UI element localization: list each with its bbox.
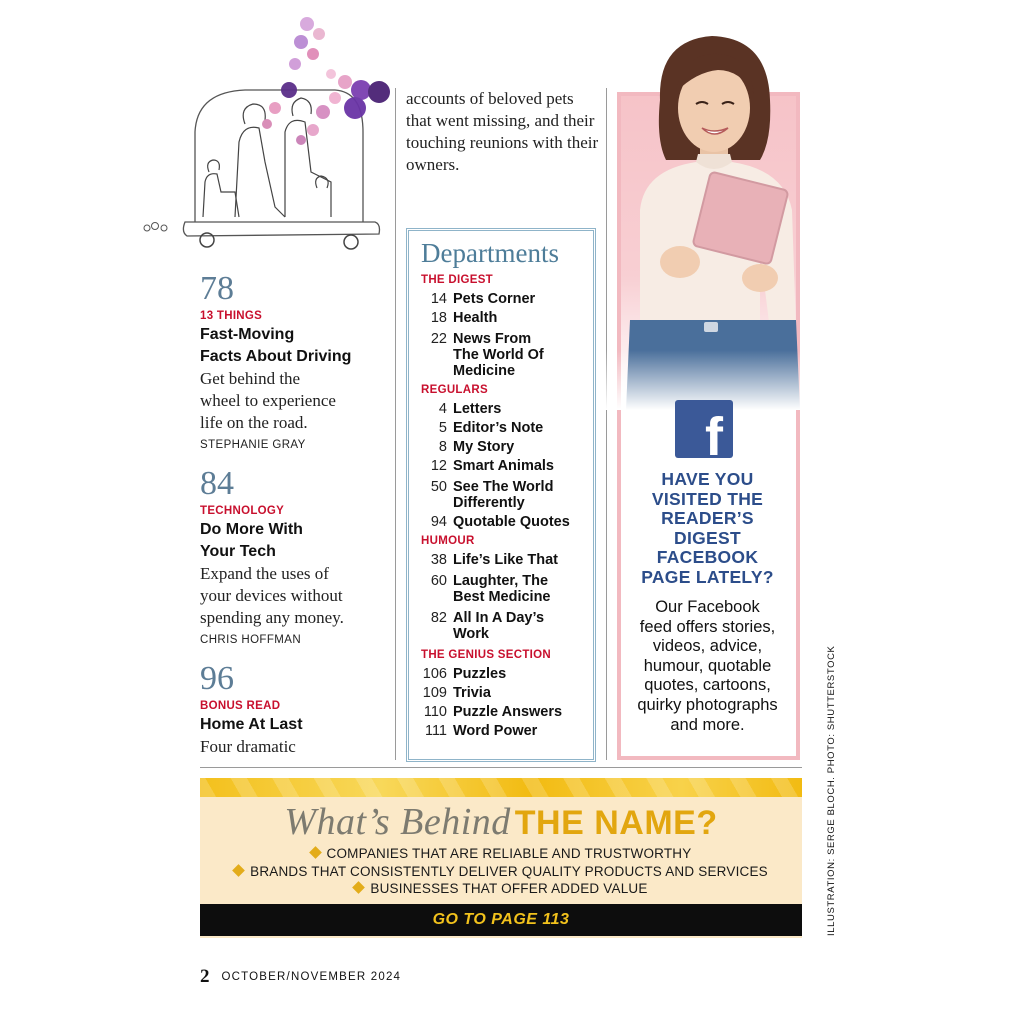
banner-point-text: BUSINESSES THAT OFFER ADDED VALUE — [370, 881, 648, 896]
facebook-body-line: humour, quotable — [643, 656, 772, 675]
facebook-body-line: videos, advice, — [652, 637, 763, 656]
dept-item[interactable] — [421, 331, 593, 379]
banner-points — [200, 845, 802, 898]
story-title — [200, 519, 390, 563]
story-description-line: your devices without — [200, 586, 343, 605]
story-description-line: wheel to experience — [200, 391, 336, 410]
story-page-number: 96 — [200, 660, 234, 697]
banner-point — [200, 845, 802, 863]
story-description — [200, 736, 390, 758]
facebook-heading-line: VISITED THE — [651, 488, 764, 509]
facebook-body-line: quotes, cartoons, — [644, 676, 771, 695]
story-96[interactable] — [200, 662, 390, 758]
banner-title-part2: THE NAME? — [514, 804, 718, 842]
story-description-line: Get behind the — [200, 369, 301, 388]
banner-point-text: BRANDS THAT CONSISTENTLY DELIVER QUALITY PRODUCTS AND SERVICES — [250, 863, 768, 879]
dept-name — [453, 610, 544, 642]
dept-name — [453, 291, 535, 307]
dept-name — [453, 552, 558, 568]
story-78[interactable] — [200, 272, 390, 453]
dept-name-line: All In A Day’s — [453, 610, 545, 626]
story-title-line: Your Tech — [200, 543, 276, 560]
dept-name-line: Pets Corner — [453, 291, 536, 307]
story-kicker: 13 THINGS — [200, 310, 263, 322]
facebook-body-line: feed offers stories, — [639, 617, 776, 636]
column-divider-left — [395, 88, 396, 760]
dept-name-line: Word Power — [453, 723, 538, 739]
dept-name — [453, 420, 543, 436]
story-description-line: Four dramatic — [200, 737, 296, 756]
photo-credit: ILLUSTRATION: SERGE BLOCH. PHOTO: SHUTTERSTOCK — [826, 645, 837, 936]
story-84[interactable] — [200, 467, 390, 648]
dept-page-number: 8 — [438, 439, 447, 455]
facebook-body-line: Our Facebook — [655, 598, 760, 616]
dept-name-line: Medicine — [453, 363, 516, 379]
dept-page-number: 5 — [438, 420, 447, 436]
diamond-bullet-icon — [309, 846, 322, 859]
dept-name — [453, 723, 537, 739]
dept-page-number: 109 — [422, 685, 447, 701]
story-description-line: spending any money. — [200, 608, 344, 627]
dept-item[interactable] — [421, 723, 593, 739]
banner-point-text: COMPANIES THAT ARE RELIABLE AND TRUSTWORTHY — [326, 846, 692, 861]
dept-item[interactable] — [421, 458, 593, 474]
dept-name — [453, 401, 501, 417]
dept-page-number: 82 — [430, 610, 447, 626]
facebook-heading-line: HAVE YOU — [661, 469, 754, 489]
dept-name — [453, 458, 554, 474]
banner-title-part1: What’s Behind — [284, 801, 511, 843]
dept-item[interactable] — [421, 310, 593, 326]
story-title-line: Home At Last — [200, 716, 303, 733]
dept-name — [453, 573, 551, 605]
banner-cta-bar[interactable] — [200, 904, 802, 936]
dept-name — [453, 685, 491, 701]
story-description-line: Expand the uses of — [200, 564, 329, 583]
dept-item[interactable] — [421, 401, 593, 417]
dept-page-number: 14 — [430, 291, 447, 307]
story-title — [200, 714, 390, 736]
departments-title: Departments — [421, 238, 559, 268]
facebook-logo-letter: f — [705, 407, 723, 467]
story-title — [200, 324, 390, 368]
story-title-line: Do More With — [200, 521, 303, 538]
dept-name-line: Editor’s Note — [453, 420, 544, 436]
dept-name — [453, 439, 514, 455]
dept-page-number: 106 — [422, 666, 447, 682]
dept-item[interactable] — [421, 552, 593, 568]
dept-name-line: Letters — [453, 401, 502, 417]
page-footer — [200, 966, 401, 988]
dept-name — [453, 666, 506, 682]
facebook-logo-icon[interactable] — [675, 400, 733, 467]
dept-section-heading: HUMOUR — [421, 535, 475, 547]
dept-name-line: See The World — [453, 479, 554, 495]
dept-page-number: 4 — [438, 401, 447, 417]
story-author: CHRIS HOFFMAN — [200, 634, 302, 646]
dept-name-line: Quotable Quotes — [453, 514, 570, 530]
dept-name-line: Trivia — [453, 685, 491, 701]
dept-page-number: 18 — [430, 310, 447, 326]
facebook-body-text — [620, 598, 795, 735]
footer-page-number: 2 — [200, 966, 210, 987]
departments-box — [406, 228, 596, 762]
dept-name — [453, 704, 562, 720]
dept-name-line: My Story — [453, 439, 515, 455]
dept-name — [453, 310, 497, 326]
dept-item[interactable] — [421, 439, 593, 455]
facebook-heading-line: PAGE LATELY? — [641, 566, 774, 587]
story-kicker: TECHNOLOGY — [200, 505, 285, 517]
dept-section-heading: THE GENIUS SECTION — [421, 649, 551, 661]
dept-page-number: 94 — [430, 514, 447, 530]
dept-name — [453, 479, 553, 511]
facebook-heading-line: FACEBOOK — [656, 547, 759, 567]
banner-cta-text: GO TO PAGE 113 — [432, 911, 570, 928]
dept-item[interactable] — [421, 514, 593, 530]
story-page-number: 78 — [200, 270, 234, 307]
dept-item[interactable] — [421, 704, 593, 720]
facebook-body-line: quirky photographs — [637, 695, 778, 714]
story-title-line: Facts About Driving — [200, 348, 352, 365]
section-divider — [200, 767, 802, 768]
facebook-heading-line: READER’S — [661, 508, 754, 528]
story-author: STEPHANIE GRAY — [200, 439, 306, 451]
dept-item[interactable] — [421, 291, 593, 307]
dept-name-line: Life’s Like That — [453, 552, 559, 568]
dept-page-number: 38 — [430, 552, 447, 568]
dept-item[interactable] — [421, 610, 593, 642]
footer-issue-date: OCTOBER/NOVEMBER 2024 — [221, 971, 402, 983]
woman-with-tablet-photo — [600, 30, 810, 410]
dept-name — [453, 514, 570, 530]
dept-name — [453, 331, 544, 379]
story-kicker: BONUS READ — [200, 700, 281, 712]
dept-page-number: 111 — [424, 723, 447, 739]
dept-name-line: Best Medicine — [453, 589, 551, 605]
dept-page-number: 22 — [430, 331, 447, 347]
story-title-line: Fast-Moving — [200, 326, 295, 343]
banner-point — [200, 880, 802, 898]
banner-gold-pattern — [200, 778, 802, 797]
dept-name-line: The World Of — [453, 347, 544, 363]
story-page-number: 84 — [200, 465, 234, 502]
dept-page-number: 60 — [430, 573, 447, 589]
whats-behind-the-name-banner[interactable] — [200, 778, 802, 938]
dept-name-line: News From — [453, 331, 532, 347]
dept-page-number: 50 — [430, 479, 447, 495]
banner-title — [200, 800, 802, 844]
dept-item[interactable] — [421, 573, 593, 605]
facebook-heading — [620, 470, 795, 587]
diamond-bullet-icon — [232, 864, 245, 877]
dept-item[interactable] — [421, 479, 593, 511]
banner-point — [200, 863, 802, 881]
dept-section-heading: THE DIGEST — [421, 274, 494, 286]
facebook-body-line: and more. — [670, 715, 745, 734]
dept-section-heading: REGULARS — [421, 384, 488, 396]
dept-name-line: Health — [453, 310, 498, 326]
dept-page-number: 12 — [430, 458, 447, 474]
dept-item[interactable] — [421, 420, 593, 436]
story-description — [200, 368, 390, 434]
facebook-heading-line: DIGEST — [674, 527, 741, 548]
dept-name-line: Puzzles — [453, 666, 507, 682]
dept-item[interactable] — [421, 685, 593, 701]
diamond-bullet-icon — [353, 881, 366, 894]
story-description-line: life on the road. — [200, 413, 308, 432]
dept-item[interactable] — [421, 666, 593, 682]
dept-name-line: Differently — [453, 495, 525, 511]
continued-story-text: accounts of beloved pets that went missing, and their touching reunions with their owners. — [406, 89, 599, 174]
dept-name-line: Work — [453, 626, 489, 642]
car-flowers-illustration — [135, 12, 395, 262]
dept-page-number: 110 — [423, 704, 447, 720]
dept-name-line: Smart Animals — [453, 458, 554, 474]
dept-name-line: Puzzle Answers — [453, 704, 563, 720]
story-description — [200, 563, 390, 629]
dept-name-line: Laughter, The — [453, 573, 549, 589]
